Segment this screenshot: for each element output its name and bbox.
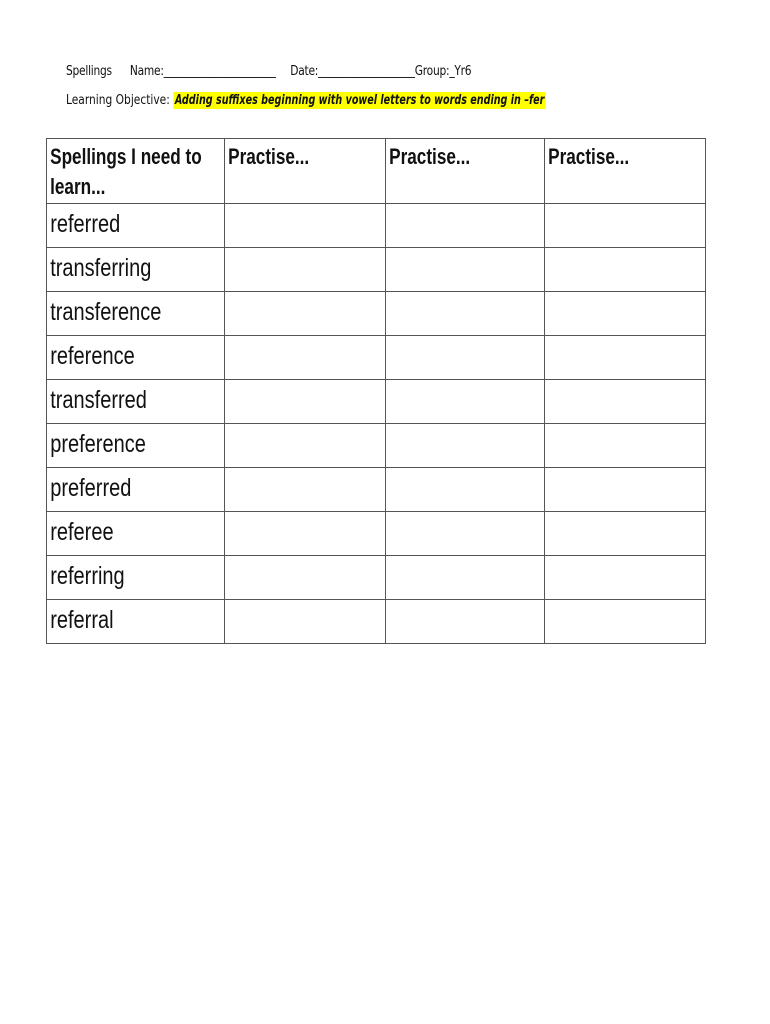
spelling-word: transference	[50, 298, 162, 326]
practise-cell-1[interactable]	[225, 600, 386, 644]
table-row	[47, 424, 706, 468]
objective-label: Learning Objective:	[66, 93, 170, 108]
column-header-practise-1: Practise...	[225, 139, 386, 204]
table-row	[47, 512, 706, 556]
practise-cell-1[interactable]	[225, 248, 386, 292]
spellings-label: Spellings	[66, 64, 112, 79]
practise-cell-3[interactable]	[545, 600, 706, 644]
practise-cell-1[interactable]	[225, 424, 386, 468]
spelling-word: reference	[50, 342, 135, 370]
table-row	[47, 204, 706, 248]
column-header-practise-2: Practise...	[386, 139, 545, 204]
practise-cell-2[interactable]	[386, 336, 545, 380]
practise-cell-1[interactable]	[225, 556, 386, 600]
spelling-word-cell	[47, 556, 225, 600]
spelling-word: referring	[50, 562, 125, 590]
practise-cell-2[interactable]	[386, 380, 545, 424]
column-header-spellings: Spellings I need to learn...	[47, 139, 225, 204]
practise-cell-1[interactable]	[225, 468, 386, 512]
practise-cell-3[interactable]	[545, 204, 706, 248]
practise-cell-1[interactable]	[225, 292, 386, 336]
worksheet-header	[66, 64, 471, 79]
table-row	[47, 556, 706, 600]
spellings-table	[46, 138, 706, 644]
learning-objective	[66, 93, 546, 108]
practise-cell-2[interactable]	[386, 512, 545, 556]
date-field: Date:___________________	[290, 64, 415, 79]
practise-cell-3[interactable]	[545, 248, 706, 292]
table-row	[47, 380, 706, 424]
practise-cell-3[interactable]	[545, 380, 706, 424]
practise-cell-1[interactable]	[225, 336, 386, 380]
spelling-word: transferred	[50, 386, 147, 414]
spelling-word: preference	[50, 430, 146, 458]
group-field: Group:_Yr6	[414, 64, 472, 79]
spelling-word-cell	[47, 468, 225, 512]
spelling-word-cell	[47, 424, 225, 468]
practise-cell-3[interactable]	[545, 292, 706, 336]
objective-text: Adding suffixes beginning with vowel letters to words ending in –fer	[174, 93, 545, 108]
spelling-word-cell	[47, 204, 225, 248]
spelling-word: referred	[50, 210, 121, 238]
practise-cell-2[interactable]	[386, 424, 545, 468]
spelling-word-cell	[47, 512, 225, 556]
practise-cell-3[interactable]	[545, 468, 706, 512]
practise-cell-2[interactable]	[386, 248, 545, 292]
practise-cell-3[interactable]	[545, 424, 706, 468]
table-row	[47, 336, 706, 380]
table-row	[47, 248, 706, 292]
spelling-word: referee	[50, 518, 114, 546]
spelling-word-cell	[47, 248, 225, 292]
practise-cell-1[interactable]	[225, 512, 386, 556]
spelling-word: preferred	[50, 474, 132, 502]
practise-cell-2[interactable]	[386, 556, 545, 600]
table-row	[47, 600, 706, 644]
spelling-word-cell	[47, 292, 225, 336]
spelling-word-cell	[47, 336, 225, 380]
spelling-word: referral	[50, 606, 114, 634]
practise-cell-3[interactable]	[545, 556, 706, 600]
practise-cell-2[interactable]	[386, 468, 545, 512]
name-field: Name:______________________	[129, 64, 276, 79]
column-header-practise-3: Practise...	[545, 139, 706, 204]
practise-cell-2[interactable]	[386, 600, 545, 644]
practise-cell-1[interactable]	[225, 380, 386, 424]
table-row	[47, 468, 706, 512]
practise-cell-3[interactable]	[545, 336, 706, 380]
spelling-word-cell	[47, 380, 225, 424]
spelling-word-cell	[47, 600, 225, 644]
practise-cell-2[interactable]	[386, 292, 545, 336]
practise-cell-2[interactable]	[386, 204, 545, 248]
table-header-row	[47, 139, 706, 204]
practise-cell-3[interactable]	[545, 512, 706, 556]
practise-cell-1[interactable]	[225, 204, 386, 248]
table-row	[47, 292, 706, 336]
spelling-word: transferring	[50, 254, 152, 282]
